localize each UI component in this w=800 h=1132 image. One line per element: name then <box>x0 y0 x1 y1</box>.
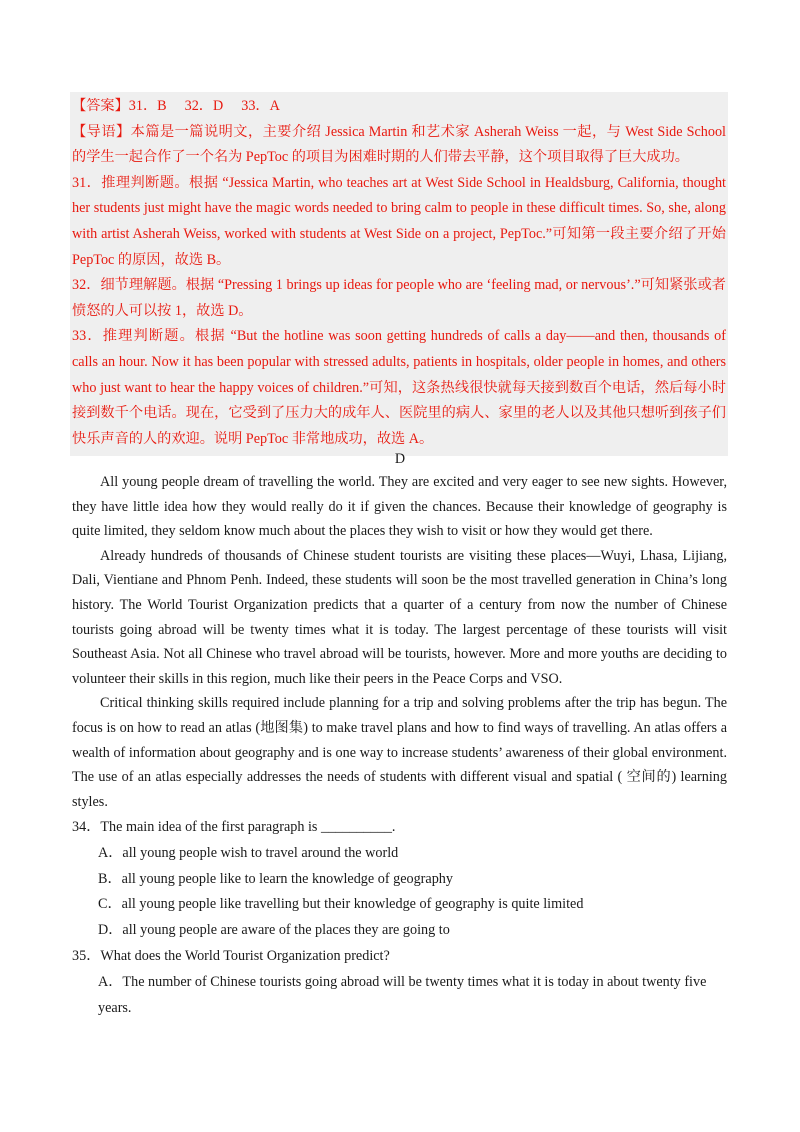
paragraph-2: Already hundreds of thousands of Chinese student tourists are visiting these places—Wuyi, Lhasa, Lijiang, Dali, Vientiane and Phnom Penh. Indeed, these students will soon be the most travelled generation in China’s long history. The World Tourist Organization predicts that a quarter of a century from now the number of Chinese tourists going abroad will be twenty times what it is today. The largest percentage of these tourists will visit Southeast Asia. Not all Chinese who travel abroad will be tourists, however. More and more youths are deciding to volunteer their skills in this region, much like their peers in the Peace Corps and VSO. <box>72 547 727 687</box>
question-35-stem: 35．What does the World Tourist Organization predict? <box>72 947 390 964</box>
question-34-stem: 34．The main idea of the first paragraph is __________. <box>72 819 396 835</box>
question-34-option-b: B．all young people like to learn the knowledge of geography <box>98 870 453 887</box>
answer-key-line <box>72 94 726 120</box>
question-34-option-c: C．all young people like travelling but their knowledge of geography is quite limited <box>98 896 584 913</box>
question-35-option-a: A．The number of Chinese tourists going abroad will be twenty times what it is today in about twenty five years. <box>98 973 707 1016</box>
reading-passage <box>72 470 727 814</box>
question-34-option-a: A．all young people wish to travel around the world <box>98 844 399 861</box>
guide-text: 【导语】本篇是一篇说明文，主要介绍 Jessica Martin 和艺术家 Asherah Weiss 一起，与 West Side School 的学生一起合作了一个名为 PepToc 的项目为困难时期的人们带去平静，这个项目取得了巨大成功。 <box>72 123 726 166</box>
answer-32: 32．D <box>184 98 224 114</box>
explanation-31: 31．推理判断题。根据 “Jessica Martin, who teaches art at West Side School in Healdsburg, California, thought her students just might have the magic words needed to bring calm to people in these difficult times. So, she, along with artist Asherah Weiss, worked with students at West Side on a project, PepToc.”可知第一段主要介绍了开始 PepToc 的原因，故选 B。 <box>72 174 726 268</box>
question-list <box>72 815 732 1021</box>
paragraph-3: Critical thinking skills required include planning for a trip and solving problems after the trip has begun. The focus is on how to read an atlas (地图集) to make travel plans and how to find ways of travelling. An atlas offers a wealth of information about geography and is one way to increase students’ awareness of their global environment. The use of an atlas especially addresses the needs of students with different visual and spatial ( 空间的) learning styles. <box>72 695 727 810</box>
answer-31: 【答案】31．B <box>72 98 167 114</box>
paragraph-1: All young people dream of travelling the world. They are excited and very eager to see new sights. However, they have little idea how they would really do it if given the chances. Because their knowledge of geography is quite limited, they seldom know much about the places they wish to visit or how they would get there. <box>72 474 727 540</box>
explanation-33: 33．推理判断题。根据 “But the hotline was soon getting hundreds of calls a day——and then, thousands of calls an hour. Now it has been popular with stressed adults, patients in hospitals, older people in homes, and others who just want to hear the happy voices of children.”可知，这条热线很快就每天接到数百个电话，然后每小时接到数千个电话。现在，它受到了压力大的成年人、医院里的病人、家里的老人以及其他只想听到孩子们快乐声音的人的欢迎。说明 PepToc 非常地成功，故选 A。 <box>72 328 726 447</box>
explanation-32: 32．细节理解题。根据 “Pressing 1 brings up ideas for people who are ‘feeling mad, or nervous’.”可知紧张或者愤怒的人可以按 1，故选 D。 <box>72 277 726 319</box>
answer-33: 33．A <box>241 98 280 114</box>
answer-explanation-box <box>70 92 728 456</box>
question-34-option-d: D．all young people are aware of the places they are going to <box>98 922 450 939</box>
section-heading: D <box>394 451 406 467</box>
